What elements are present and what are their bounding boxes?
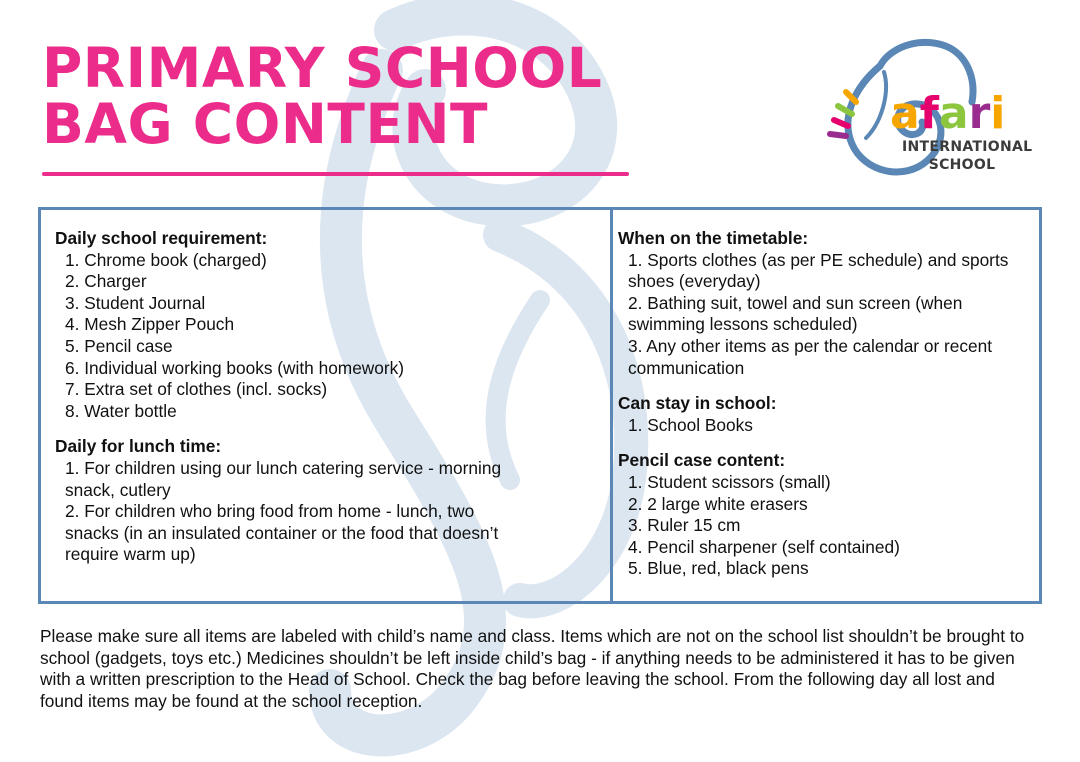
section-timetable [618, 228, 1038, 379]
list-item: 5. Blue, red, black pens [628, 558, 809, 579]
section-title: When on the timetable: [618, 228, 809, 248]
footer-note: Please make sure all items are labeled with child’s name and class. Items which are not on the school list shouldn’t be brought to school (gadgets, toys etc.) Medicines shouldn’t be left inside child’s bag - if anything needs to be administered it has to be given with a written prescription to the Head of School. Check the bag before leaving the school. From the following day all lost and found items may be found at the school reception. [40, 626, 1025, 711]
list-item: 1. Chrome book (charged) [65, 249, 267, 270]
school-name [902, 138, 1033, 174]
list-item: 3. Any other items as per the calendar or recent communication [628, 335, 993, 378]
school-name-line-1: INTERNATIONAL [902, 139, 1033, 155]
section-pencil-case [618, 450, 1038, 580]
section-title: Daily for lunch time: [55, 436, 222, 457]
page-title [42, 36, 603, 156]
list-item: 7. Extra set of clothes (incl. socks) [65, 379, 328, 400]
section-stay-in-school [618, 393, 1038, 436]
section-title: Can stay in school: [618, 393, 777, 414]
school-name-line-2: SCHOOL [928, 157, 996, 173]
section-title: Pencil case content: [618, 450, 786, 471]
list-item: 8. Water bottle [65, 400, 177, 421]
section-lunch-time [55, 436, 600, 566]
list-item: 2. For children who bring food from home - lunch, two snacks (in an insulated container or the food that doesn’t require warm up) [65, 501, 499, 565]
title-line-2: BAG CONTENT [42, 92, 489, 156]
column-divider [610, 210, 613, 601]
right-column [618, 228, 1038, 594]
list-item: 2. 2 large white erasers [628, 493, 808, 514]
list-item: 1. For children using our lunch catering service - morning snack, cutlery [65, 457, 502, 500]
list-item: 2. Bathing suit, towel and sun screen (when swimming lessons scheduled) [628, 292, 963, 335]
list-item: 4. Pencil sharpener (self contained) [628, 536, 900, 557]
list-item: 3. Ruler 15 cm [628, 515, 741, 536]
content-table [38, 207, 1042, 604]
left-column [55, 228, 600, 580]
title-line-1: PRIMARY SCHOOL [42, 36, 603, 100]
section-daily-school [55, 228, 600, 422]
title-underline [42, 172, 629, 176]
list-item: 2. Charger [65, 271, 147, 292]
list-item: 6. Individual working books (with homework) [65, 357, 405, 378]
list-item: 1. Sports clothes (as per PE schedule) and sports shoes (everyday) [628, 249, 1009, 292]
list-item: 3. Student Journal [65, 292, 206, 313]
list-item: 4. Mesh Zipper Pouch [65, 314, 235, 335]
list-item: 1. School Books [628, 414, 753, 435]
svg-text:afari: afari [890, 88, 1006, 139]
list-item: 1. Student scissors (small) [628, 471, 831, 492]
section-title: Daily school requirement: [55, 228, 268, 248]
list-item: 5. Pencil case [65, 335, 173, 356]
